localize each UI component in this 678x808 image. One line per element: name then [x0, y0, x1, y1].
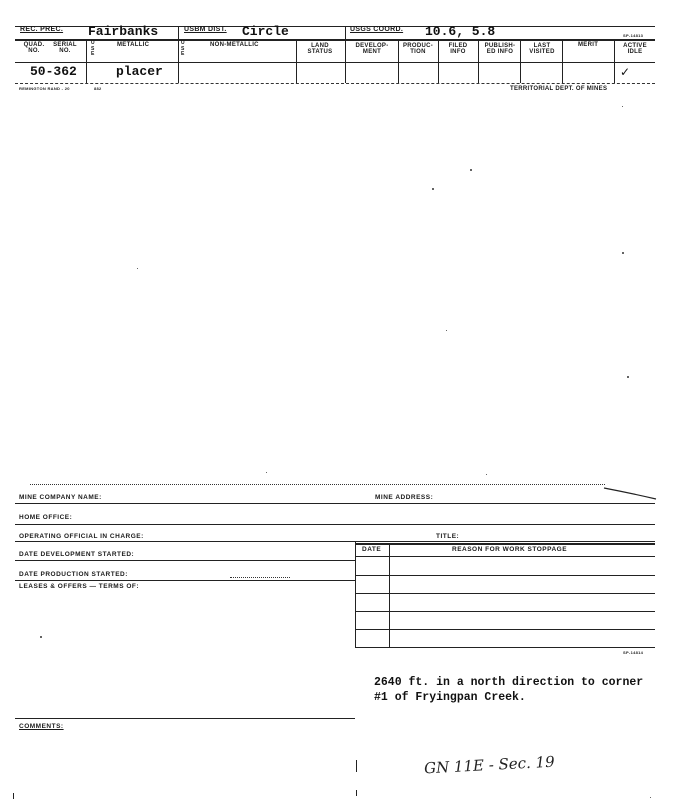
form-number-bottom: SP-14814 [623, 650, 644, 655]
scan-speck [446, 330, 447, 331]
lower-form-top-dash [30, 484, 605, 485]
note-typed-line-2: #1 of Fryingpan Creek. [374, 691, 526, 704]
col-divider [614, 40, 615, 83]
margin-tick [356, 790, 357, 796]
col-quad-no: QUAD. NO. [23, 42, 45, 54]
scan-speck [627, 376, 629, 378]
stoppage-row-line [355, 593, 655, 594]
col-divider [478, 40, 479, 83]
column-headings [0, 40, 678, 62]
printer-label: REMINGTON RAND - 20 [19, 86, 70, 91]
comments-top-line [15, 718, 355, 719]
col-metallic: METALLIC [117, 42, 150, 48]
operating-official-line [15, 541, 655, 542]
scan-speck [622, 106, 623, 107]
col-active-idle: ACTIVE IDLE [623, 43, 647, 55]
printer-code: 882 [94, 86, 102, 91]
date-production-dotted [230, 577, 290, 578]
date-production-started-label: DATE PRODUCTION STARTED: [19, 571, 128, 578]
col-divider [398, 40, 399, 83]
date-column-header: DATE [362, 546, 382, 553]
mine-address-label: MINE ADDRESS: [375, 494, 434, 501]
stoppage-row-line [355, 647, 655, 648]
col-non-metallic: NON-METALLIC [210, 42, 259, 48]
col-divider [562, 40, 563, 83]
usbm-dist-value: Circle [242, 24, 289, 39]
col-divider [86, 40, 87, 83]
margin-tick [13, 793, 14, 799]
date-development-started-label: DATE DEVELOPMENT STARTED: [19, 551, 135, 558]
scan-speck [470, 169, 472, 171]
col-divider [520, 40, 521, 83]
left-section-divider [355, 541, 356, 648]
stoppage-table-top [355, 543, 655, 545]
record-bottom-dashed-rule [15, 83, 655, 84]
record-active-mark: ✓ [620, 65, 631, 79]
col-merit: MERIT [578, 42, 599, 48]
col-development: DEVELOP- MENT [355, 43, 389, 55]
note-typed-line-1: 2640 ft. in a north direction to corner [374, 676, 644, 689]
scan-speck [486, 474, 487, 475]
scan-speck [137, 268, 138, 269]
note-handwritten: GN 11E - Sec. 19 [423, 752, 556, 778]
home-office-line [15, 524, 655, 525]
rec-prec-label: REC. PREC. [20, 26, 64, 33]
usbm-dist-label: USBM DIST. [184, 26, 227, 33]
date-development-line [15, 560, 355, 561]
department-label: TERRITORIAL DEPT. OF MINES [510, 86, 608, 92]
col-heading-bottom-rule [15, 62, 655, 63]
col-last-visited: LAST VISITED [529, 43, 555, 55]
rec-prec-value: Fairbanks [88, 24, 159, 39]
reason-column-header: REASON FOR WORK STOPPAGE [452, 546, 568, 553]
stoppage-row-line [355, 611, 655, 612]
form-number-top: SP-14813 [623, 33, 644, 38]
stoppage-row-line [355, 575, 655, 576]
scan-speck [432, 188, 434, 190]
scan-speck [266, 472, 267, 473]
col-filed-info: FILED INFO [448, 43, 468, 55]
scan-speck [622, 252, 624, 254]
operating-official-label: OPERATING OFFICIAL IN CHARGE: [19, 533, 144, 540]
record-quad-serial: 50-362 [30, 64, 77, 79]
col-divider [296, 40, 297, 83]
record-metallic: placer [116, 64, 163, 79]
usgs-coord-value: 10.6, 5.8 [425, 24, 496, 39]
stoppage-header-line [355, 556, 655, 557]
stoppage-row-line [355, 629, 655, 630]
date-production-line [15, 580, 355, 581]
usgs-coord-label: USGS COORD. [350, 26, 404, 33]
home-office-label: HOME OFFICE: [19, 514, 73, 521]
leases-offers-label: LEASES & OFFERS — TERMS OF: [19, 583, 140, 590]
col-use-letters-nonmetallic: U S E [181, 40, 185, 57]
col-divider [438, 40, 439, 83]
scan-speck [650, 797, 651, 798]
col-land-status: LAND STATUS [307, 43, 333, 55]
scan-speck [40, 636, 42, 638]
title-label: TITLE: [436, 533, 460, 540]
stoppage-date-divider [389, 543, 390, 648]
col-published-info: PUBLISH- ED INFO [484, 43, 516, 55]
col-serial-no: SERIAL NO. [53, 42, 77, 54]
corner-stroke [600, 485, 660, 505]
mine-company-name-line [15, 503, 655, 504]
mine-company-name-label: MINE COMPANY NAME: [19, 494, 102, 501]
col-production: PRODUC- TION [402, 43, 434, 55]
col-use-letters-metallic: U S E [91, 40, 95, 57]
comments-label: COMMENTS: [19, 723, 64, 730]
margin-tick [356, 760, 357, 772]
